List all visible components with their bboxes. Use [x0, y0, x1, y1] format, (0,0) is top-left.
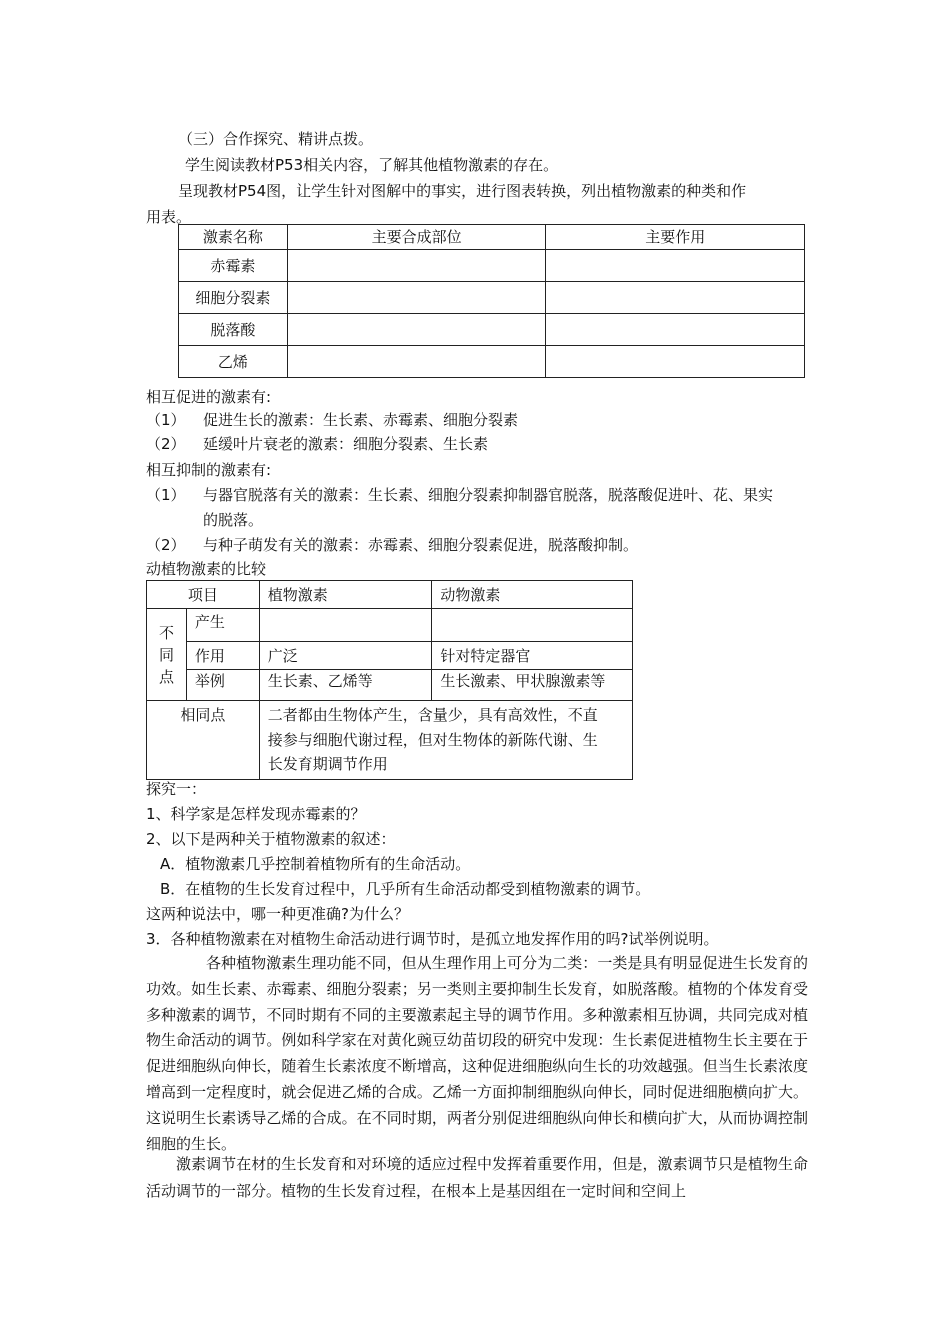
empty-cell [546, 346, 805, 378]
same-label: 相同点 [147, 701, 260, 780]
differences-char: 点 [158, 667, 174, 686]
header-item: 项目 [147, 581, 260, 609]
same-content [259, 701, 632, 780]
example-plant: 生长素、乙烯等 [259, 670, 432, 701]
production-plant [259, 609, 432, 642]
promote-item-1-num: （1） [146, 411, 186, 429]
intro-line-3: 用表。 [146, 208, 192, 226]
inhibit-item-1: 与器官脱落有关的激素：生长素、细胞分裂素抑制器官脱落，脱落酸促进叶、花、果实 [203, 486, 774, 504]
paragraph-1: 各种植物激素生理功能不同，但从生理作用上可分为二类：一类是具有明显促进生长发育的功效。如生长素、赤霉素、细胞分裂素；另一类则主要抑制生长发育，如脱落酸。植物的个体发育受多种激素的调节，不同时期有不同的主要激素起主导的调节作用。多种激素相互协调，共同完成对植物生命活动的调节。例如科学家在对黄化豌豆幼苗切段的研究中发现：生长素促进植物生长主要在于促进细胞纵向伸长，随着生长素浓度不断增高，这种促进细胞纵向生长的功效越强。但当生长素浓度增高到一定程度时，就会促进乙烯的合成。乙烯一方面抑制细胞纵向伸长，同时促进细胞横向扩大。这说明生长素诱导乙烯的合成。在不同时期，两者分别促进细胞纵向伸长和横向扩大，从而协调控制细胞的生长。 [146, 954, 808, 1153]
row-hormone-name: 细胞分裂素 [179, 282, 288, 314]
row-label-production: 产生 [186, 609, 259, 642]
inhibit-title: 相互抑制的激素有: [146, 461, 272, 479]
header-main-function: 主要作用 [546, 225, 805, 250]
header-animal-hormone: 动物激素 [432, 581, 633, 609]
inhibit-item-2-num: （2） [146, 536, 186, 554]
promote-item-1: 促进生长的激素：生长素、赤霉素、细胞分裂素 [203, 411, 519, 429]
function-animal: 针对特定器官 [432, 642, 633, 670]
same-line: 接参与细胞代谢过程，但对生物体的新陈代谢、生 [267, 730, 598, 749]
empty-cell [287, 314, 546, 346]
header-hormone-name: 激素名称 [179, 225, 288, 250]
empty-cell [546, 282, 805, 314]
comparison-title: 动植物激素的比较 [146, 560, 267, 578]
promote-item-2-num: （2） [146, 435, 186, 453]
hormone-table [178, 224, 805, 378]
header-plant-hormone: 植物激素 [259, 581, 432, 609]
row-label-example: 举例 [186, 670, 259, 701]
inhibit-item-2: 与种子萌发有关的激素：赤霉素、细胞分裂素促进，脱落酸抑制。 [203, 536, 639, 554]
differences-char: 同 [158, 645, 174, 664]
row-hormone-name: 乙烯 [179, 346, 288, 378]
section-heading: （三）合作探究、精讲点拨。 [178, 130, 374, 148]
option-b: B．在植物的生长发育过程中，几乎所有生命活动都受到植物激素的调节。 [160, 880, 651, 898]
explore-title: 探究一： [146, 780, 207, 798]
empty-cell [546, 250, 805, 282]
paragraph-2: 激素调节在材的生长发育和对环境的适应过程中发挥着重要作用，但是，激素调节只是植物生命活动调节的一部分。植物的生长发育过程，在根本上是基因组在一定时间和空间上 [146, 1155, 808, 1200]
same-line: 二者都由生物体产生，含量少，具有高效性，不直 [267, 706, 598, 724]
differences-label [147, 609, 187, 701]
differences-char: 不 [158, 623, 174, 642]
row-hormone-name: 赤霉素 [179, 250, 288, 282]
production-animal [432, 609, 633, 642]
question-2: 2、以下是两种关于植物激素的叙述： [146, 830, 396, 848]
question-2b: 这两种说法中，哪一种更准确?为什么？ [146, 905, 409, 923]
empty-cell [287, 250, 546, 282]
same-line: 长发育期调节作用 [267, 755, 388, 773]
question-3: 3．各种植物激素在对植物生命活动进行调节时，是孤立地发挥作用的吗?试举例说明。 [146, 930, 719, 948]
intro-line-1: 学生阅读教材P53相关内容，了解其他植物激素的存在。 [185, 156, 559, 174]
row-label-function: 作用 [186, 642, 259, 670]
inhibit-item-1-num: （1） [146, 486, 186, 504]
option-a: A．植物激素几乎控制着植物所有的生命活动。 [160, 855, 471, 873]
comparison-table [146, 580, 633, 780]
header-synthesis-site: 主要合成部位 [287, 225, 546, 250]
intro-line-2: 呈现教材P54图，让学生针对图解中的事实，进行图表转换，列出植物激素的种类和作 [178, 182, 747, 200]
function-plant: 广泛 [259, 642, 432, 670]
row-hormone-name: 脱落酸 [179, 314, 288, 346]
question-1: 1、科学家是怎样发现赤霉素的？ [146, 805, 366, 823]
promote-title: 相互促进的激素有: [146, 388, 272, 406]
promote-item-2: 延缓叶片衰老的激素：细胞分裂素、生长素 [203, 435, 489, 453]
example-animal: 生长激素、甲状腺激素等 [432, 670, 633, 701]
empty-cell [546, 314, 805, 346]
inhibit-item-1-cont: 的脱落。 [203, 511, 264, 529]
empty-cell [287, 346, 546, 378]
empty-cell [287, 282, 546, 314]
